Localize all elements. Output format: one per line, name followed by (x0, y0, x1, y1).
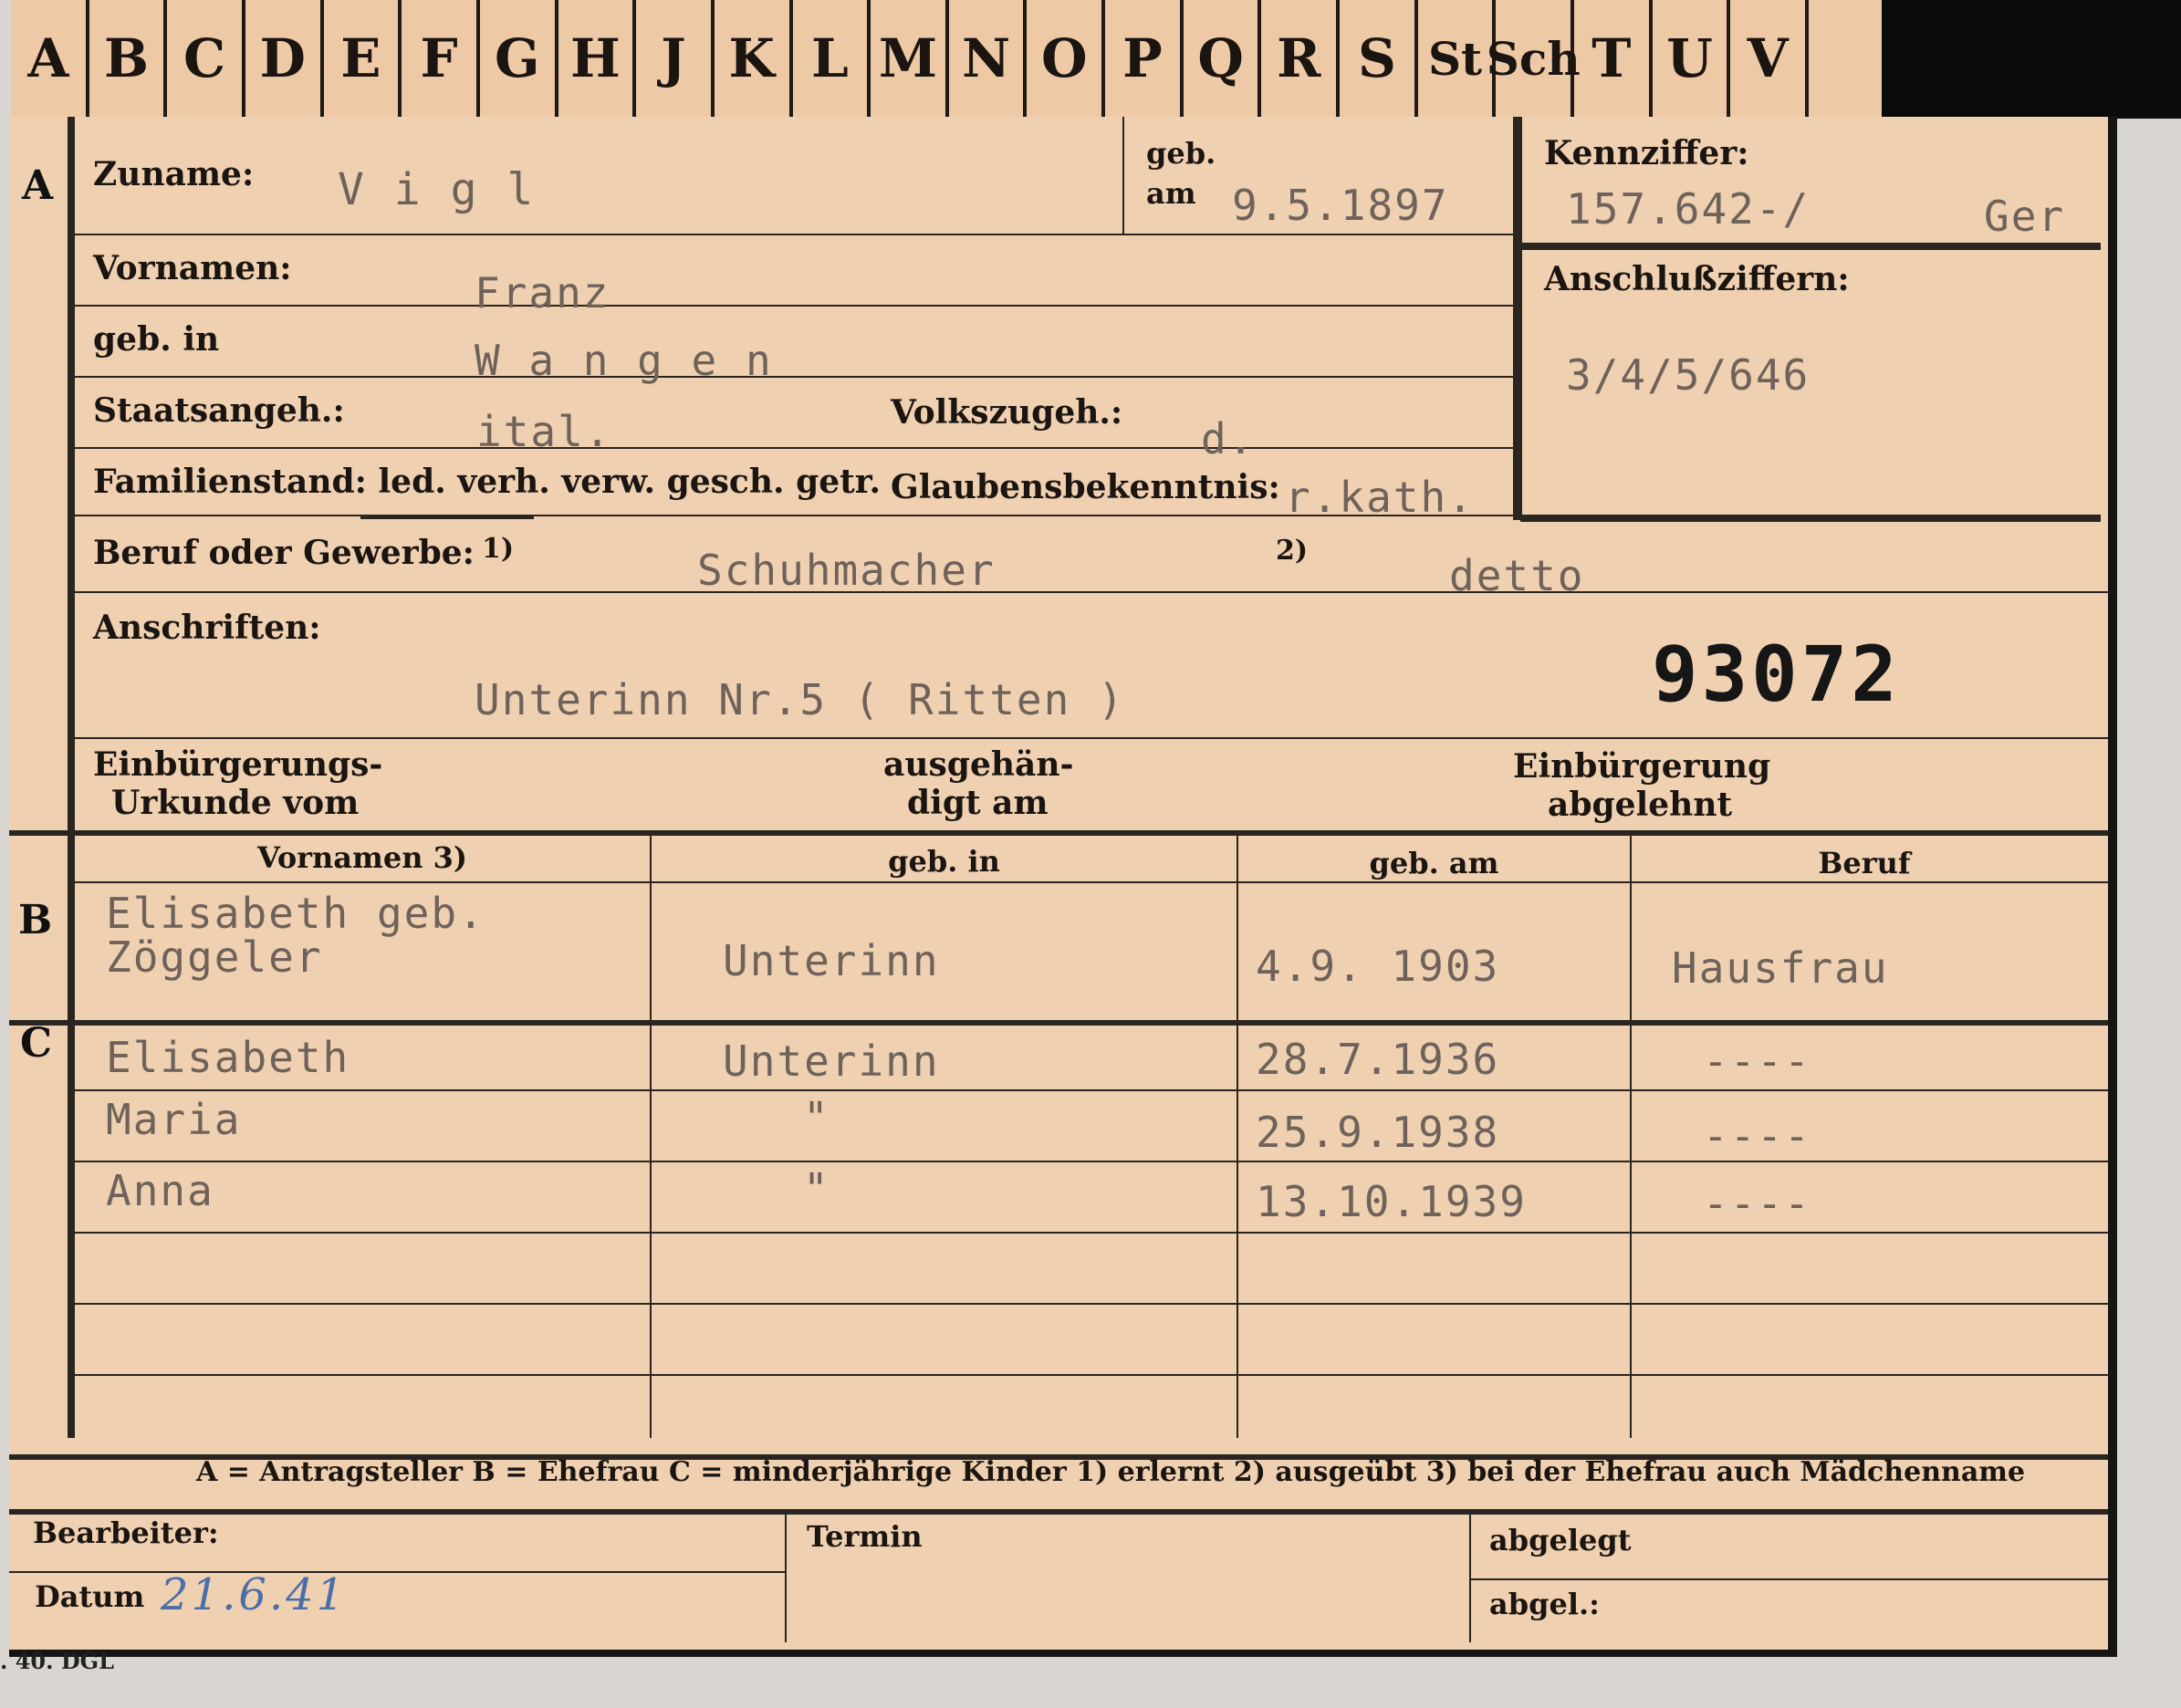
handed-out-label-2: digt am (907, 784, 1049, 822)
naturalization-label-2: Urkunde vom (111, 784, 360, 822)
child-name: Elisabeth (106, 1033, 350, 1082)
addresses-label: Anschriften: (93, 609, 321, 647)
child-born-on: 13.10.1939 (1256, 1177, 1527, 1226)
spouse-born-in: Unterinn (723, 936, 940, 985)
tab-l[interactable]: L (793, 0, 871, 117)
religion-label: Glaubensbekenntnis: (891, 468, 1280, 506)
handed-out-label-1: ausgehän- (883, 745, 1074, 784)
tab-j[interactable]: J (636, 0, 715, 117)
tab-s[interactable]: S (1340, 0, 1418, 117)
tab-o[interactable]: O (1027, 0, 1105, 117)
first-names-value: Franz (475, 268, 610, 318)
header-occupation: Beruf (1818, 846, 1911, 880)
child-born-in: " (803, 1164, 830, 1213)
child-occupation: ---- (1703, 1111, 1811, 1161)
child-name: Maria (106, 1095, 242, 1144)
date-label: Datum (35, 1579, 145, 1614)
spouse-name-line-1: Elisabeth geb. (106, 889, 485, 938)
index-tab-strip (0, 0, 2181, 119)
born-in-label: geb. in (93, 320, 220, 359)
born-label-2: am (1146, 176, 1196, 211)
surname-label: Zuname: (93, 155, 255, 193)
child-name: Anna (106, 1166, 214, 1215)
occupation-label: Beruf oder Gewerbe: (93, 534, 475, 572)
header-born-on: geb. am (1369, 846, 1499, 880)
id-number-value: 157.642-/ (1566, 184, 1811, 234)
header-born-in: geb. in (888, 844, 1000, 879)
tab-q[interactable]: Q (1184, 0, 1262, 117)
tab-p[interactable]: P (1105, 0, 1184, 117)
spouse-born-on: 4.9. 1903 (1256, 942, 1500, 991)
filed-label-2: abgel.: (1489, 1587, 1600, 1621)
child-occupation: ---- (1703, 1179, 1811, 1228)
tab-d[interactable]: D (245, 0, 324, 117)
spouse-name-line-2: Zöggeler (106, 932, 323, 982)
rejected-label-1: Einbürgerung (1513, 747, 1771, 786)
tab-st[interactable]: St (1418, 0, 1497, 117)
connection-numbers-value: 3/4/5/646 (1566, 350, 1811, 400)
tab-g[interactable]: G (480, 0, 558, 117)
tab-c[interactable]: C (167, 0, 245, 117)
tab-e[interactable]: E (324, 0, 402, 117)
child-occupation: ---- (1703, 1036, 1811, 1086)
child-born-on: 28.7.1936 (1256, 1035, 1500, 1084)
tab-n[interactable]: N (949, 0, 1028, 117)
legend: A = Antragsteller B = Ehefrau C = minderjährige Kinder 1) erlernt 2) ausgeübt 3) bei der Ehefrau auch Mädchenname (196, 1456, 2026, 1488)
tab-v[interactable]: V (1730, 0, 1809, 117)
tab-m[interactable]: M (871, 0, 949, 117)
ethnicity-label: Volkszugeh.: (891, 393, 1123, 432)
tab-u[interactable]: U (1653, 0, 1731, 117)
appointment-label: Termin (807, 1519, 923, 1554)
occupation-note-1: 1) (482, 533, 515, 565)
file-number: 93072 (1652, 630, 1901, 719)
spouse-occupation: Hausfrau (1672, 943, 1889, 993)
ethnicity-value: d. (1201, 414, 1256, 463)
born-date-value: 9.5.1897 (1232, 181, 1449, 230)
connection-numbers-label: Anschlußziffern: (1544, 260, 1850, 298)
born-in-value: W a n g e n (475, 336, 773, 385)
id-number-suffix: Ger (1984, 192, 2066, 241)
date-value: 21.6.41 (161, 1569, 348, 1620)
child-born-on: 25.9.1938 (1256, 1108, 1500, 1157)
citizenship-value: ital. (476, 407, 612, 456)
id-number-label: Kennziffer: (1544, 134, 1749, 172)
citizenship-label: Staatsangeh.: (93, 391, 345, 430)
child-born-in: " (803, 1093, 830, 1142)
tab-f[interactable]: F (402, 0, 480, 117)
section-marker-a: A (22, 162, 54, 209)
tab-a[interactable]: A (11, 0, 89, 117)
tab-r[interactable]: R (1261, 0, 1340, 117)
tab-sch[interactable]: Sch (1496, 0, 1574, 117)
first-names-label: Vornamen: (93, 249, 292, 287)
processor-label: Bearbeiter: (33, 1515, 219, 1550)
religion-value: r.kath. (1285, 473, 1475, 522)
child-born-in: Unterinn (723, 1036, 940, 1086)
address-value: Unterinn Nr.5 ( Ritten ) (475, 675, 1125, 724)
occupation-note-2: 2) (1276, 535, 1309, 567)
tab-t[interactable]: T (1574, 0, 1653, 117)
occupation-practised-value: detto (1449, 551, 1585, 600)
tab-k[interactable]: K (715, 0, 793, 117)
registration-card (9, 117, 2117, 1657)
section-marker-c: C (20, 1020, 53, 1067)
rejected-label-2: abgelehnt (1548, 786, 1733, 824)
naturalization-label-1: Einbürgerungs- (93, 745, 383, 784)
marital-status-label: Familienstand: led. verh. verw. gesch. getr. (93, 463, 881, 501)
born-label-1: geb. (1146, 136, 1216, 171)
occupation-learned-value: Schuhmacher (697, 546, 996, 595)
tab-b[interactable]: B (89, 0, 168, 117)
filed-label: abgelegt (1489, 1523, 1632, 1557)
tab-h[interactable]: H (558, 0, 637, 117)
surname-value: V i g l (338, 164, 536, 215)
header-first-names: Vornamen 3) (256, 840, 468, 875)
section-marker-b: B (18, 897, 53, 943)
print-code: . 40. DGL (0, 1648, 115, 1674)
